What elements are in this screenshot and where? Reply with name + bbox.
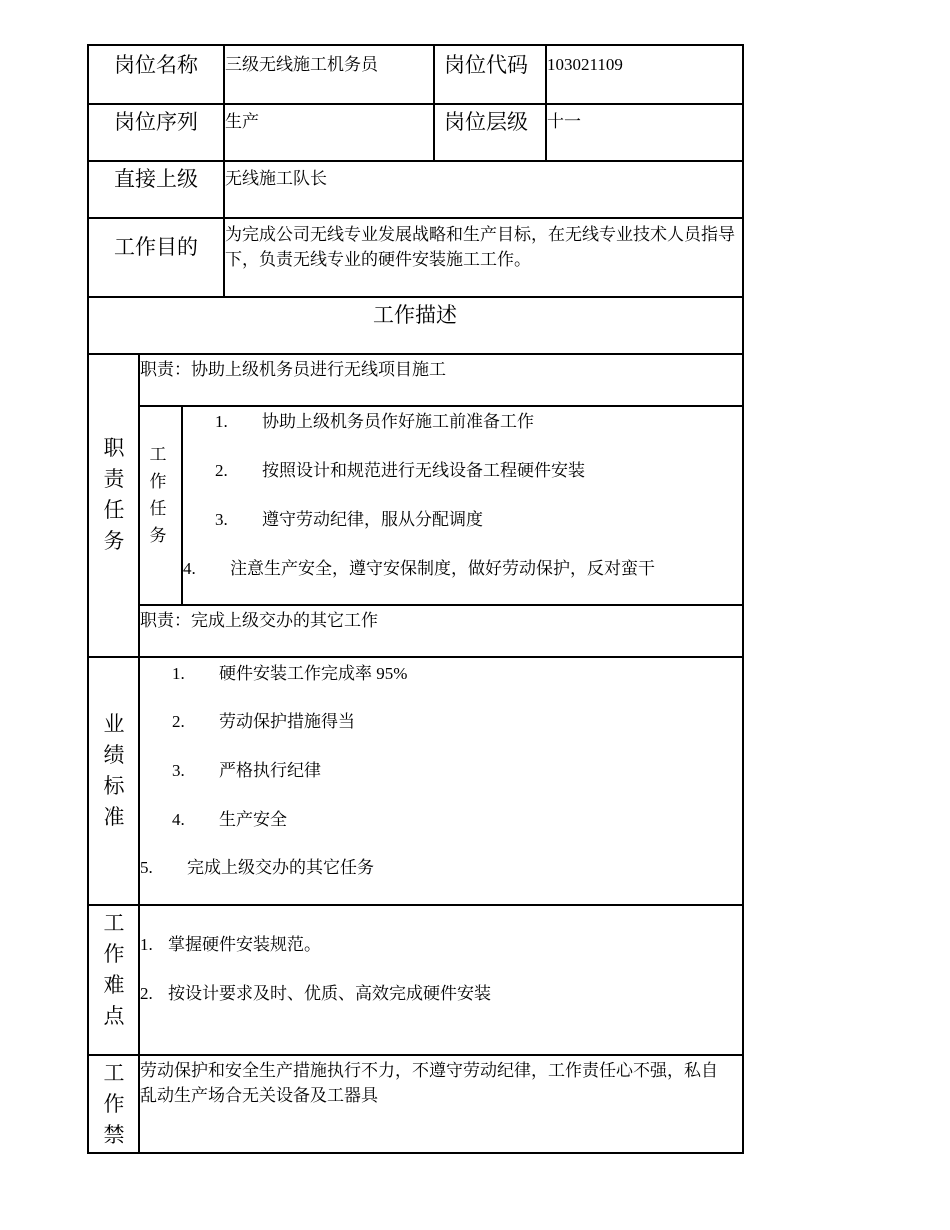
task-number: 3. — [215, 510, 228, 529]
duties-label — [99, 433, 129, 557]
difficulty-number: 2. — [140, 984, 153, 1003]
task-item: 协助上级机务员作好施工前准备工作 — [262, 412, 534, 431]
position-name-label: 岗位名称 — [114, 53, 198, 77]
performance-item: 生产安全 — [219, 810, 287, 829]
row-divider — [138, 604, 744, 606]
performance-item: 完成上级交办的其它任务 — [187, 858, 374, 877]
row-divider — [138, 405, 744, 407]
performance-number: 5. — [140, 858, 153, 877]
difficulty-label — [99, 908, 129, 1032]
duties-label-char: 责 — [103, 467, 125, 491]
performance-number: 4. — [172, 810, 185, 829]
task-item: 遵守劳动纪律，服从分配调度 — [262, 510, 483, 529]
tasks-label-char: 作 — [149, 472, 167, 491]
table-border-left — [87, 44, 89, 1154]
difficulty-label-char: 作 — [103, 942, 125, 966]
task-number: 2. — [215, 461, 228, 480]
tasks-label-char: 任 — [149, 499, 167, 518]
duties-label-char: 任 — [103, 498, 125, 522]
position-code-value: 103021109 — [547, 55, 623, 74]
difficulty-label-char: 工 — [103, 911, 125, 935]
difficulty-label-char: 点 — [103, 1004, 125, 1028]
superior-value: 无线施工队长 — [225, 169, 327, 188]
prohibited-text: 劳动保护和安全生产措施执行不力，不遵守劳动纪律，工作责任心不强，私自乱动生产场合无关设备及工器具 — [140, 1061, 718, 1105]
duty-2: 职责：完成上级交办的其它工作 — [140, 611, 378, 630]
purpose-label: 工作目的 — [114, 235, 198, 259]
position-code-label: 岗位代码 — [444, 53, 528, 77]
performance-number: 1. — [172, 664, 185, 683]
position-series-value: 生产 — [225, 112, 259, 131]
row-divider — [87, 103, 744, 105]
position-name-value: 三级无线施工机务员 — [225, 55, 378, 74]
superior-label: 直接上级 — [114, 167, 198, 191]
row-divider — [87, 656, 744, 658]
performance-label-char: 准 — [103, 805, 125, 829]
difficulty-number: 1. — [140, 935, 153, 954]
performance-item: 硬件安装工作完成率 95% — [219, 664, 408, 683]
performance-label — [99, 709, 129, 833]
task-number: 1. — [215, 412, 228, 431]
position-level-label: 岗位层级 — [444, 110, 528, 134]
duties-label-char: 职 — [103, 436, 125, 460]
tasks-label-char: 务 — [149, 526, 167, 545]
col-divider — [138, 353, 140, 1153]
duties-label-char: 务 — [103, 529, 125, 553]
position-series-label: 岗位序列 — [114, 110, 198, 134]
purpose-value: 为完成公司无线专业发展战略和生产目标，在无线专业技术人员指导下，负责无线专业的硬件安装施工工作。 — [225, 225, 735, 269]
difficulty-label-char: 难 — [103, 973, 125, 997]
row-divider — [87, 160, 744, 162]
prohibited-label-char: 禁 — [103, 1123, 125, 1147]
table-border-bottom — [87, 1152, 744, 1154]
task-item: 按照设计和规范进行无线设备工程硬件安装 — [262, 461, 585, 480]
performance-label-char: 业 — [103, 712, 125, 736]
task-item: 注意生产安全，遵守安保制度，做好劳动保护，反对蛮干 — [230, 559, 655, 578]
job-description-heading: 工作描述 — [373, 303, 457, 327]
prohibited-label — [99, 1058, 129, 1151]
row-divider — [87, 296, 744, 298]
difficulty-item: 掌握硬件安装规范。 — [168, 935, 321, 954]
performance-number: 2. — [172, 712, 185, 731]
row-divider — [87, 353, 744, 355]
prohibited-label-char: 作 — [103, 1092, 125, 1116]
performance-label-char: 标 — [103, 774, 125, 798]
position-level-value: 十一 — [547, 112, 581, 131]
tasks-label — [143, 441, 173, 549]
row-divider — [87, 217, 744, 219]
tasks-label-char: 工 — [149, 445, 167, 464]
row-divider — [87, 1054, 744, 1056]
performance-number: 3. — [172, 761, 185, 780]
table-border-top — [87, 44, 744, 46]
performance-label-char: 绩 — [103, 743, 125, 767]
difficulty-item: 按设计要求及时、优质、高效完成硬件安装 — [168, 984, 491, 1003]
col-divider — [433, 44, 435, 161]
task-number: 4. — [183, 559, 196, 578]
performance-item: 劳动保护措施得当 — [219, 712, 355, 731]
prohibited-label-char: 工 — [103, 1061, 125, 1085]
table-border-right — [742, 44, 744, 1154]
row-divider — [87, 904, 744, 906]
duty-1: 职责：协助上级机务员进行无线项目施工 — [140, 360, 446, 379]
performance-item: 严格执行纪律 — [219, 761, 321, 780]
